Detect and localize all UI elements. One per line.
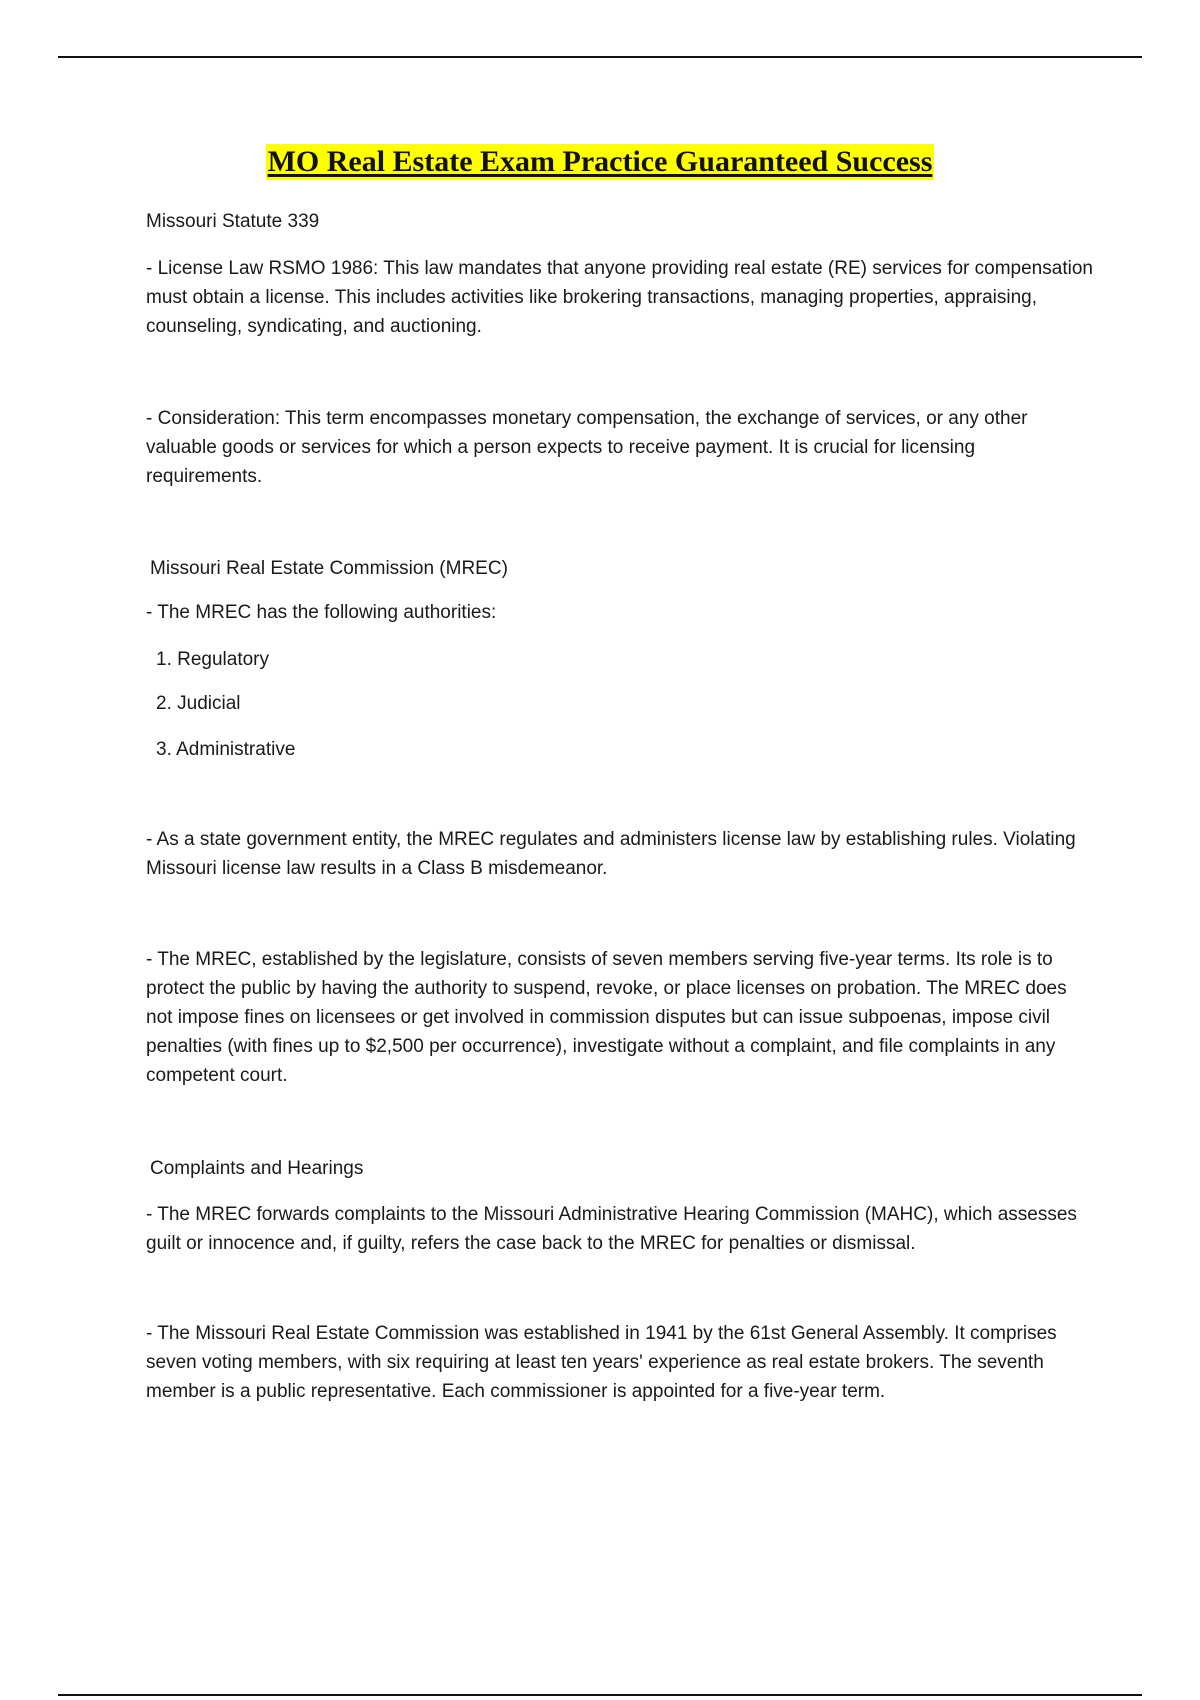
- title-container: [0, 144, 1200, 180]
- mrec-heading: Missouri Real Estate Commission (MREC): [150, 558, 508, 579]
- authority-item-judicial: 2. Judicial: [156, 693, 241, 714]
- mrec-members-paragraph: - The MREC, established by the legislature, consists of seven members serving five-year terms. Its role is to protect the public by having the authority to suspend, revoke, or place licenses on probation. The MREC does not impose fines on licensees or get involved in commission disputes but can issue subpoenas, impose civil penalties (with fines up to $2,500 per occurrence), investigate without a complaint, and file complaints in any competent court.: [146, 949, 1067, 1086]
- complaints-heading: Complaints and Hearings: [150, 1158, 364, 1179]
- bottom-rule: [58, 1694, 1142, 1696]
- statute-heading: Missouri Statute 339: [146, 211, 320, 232]
- page-title: MO Real Estate Exam Practice Guaranteed Success: [267, 145, 933, 178]
- consideration-paragraph: - Consideration: This term encompasses monetary compensation, the exchange of services, or any other valuable goods or services for which a person expects to receive payment. It is crucial for licensing requirements.: [146, 408, 1028, 487]
- top-rule: [58, 56, 1142, 58]
- authority-item-regulatory: 1. Regulatory: [156, 649, 270, 670]
- commission-history-paragraph: - The Missouri Real Estate Commission was established in 1941 by the 61st General Assembly. It comprises seven voting members, with six requiring at least ten years' experience as real estate brokers. The seventh member is a public representative. Each commissioner is appointed for a five-year term.: [146, 1323, 1057, 1402]
- license-law-paragraph: - License Law RSMO 1986: This law mandates that anyone providing real estate (RE) services for compensation must obtain a license. This includes activities like brokering transactions, managing properties, appraising, counseling, syndicating, and auctioning.: [146, 258, 1093, 337]
- mrec-entity-paragraph: - As a state government entity, the MREC regulates and administers license law by establishing rules. Violating Missouri license law results in a Class B misdemeanor.: [146, 829, 1076, 879]
- mrec-authorities-intro: - The MREC has the following authorities:: [146, 602, 497, 623]
- complaints-forward-paragraph: - The MREC forwards complaints to the Missouri Administrative Hearing Commission (MAHC), which assesses guilt or innocence and, if guilty, refers the case back to the MREC for penalties or dismissal.: [146, 1204, 1077, 1254]
- authority-item-administrative: 3. Administrative: [156, 739, 296, 760]
